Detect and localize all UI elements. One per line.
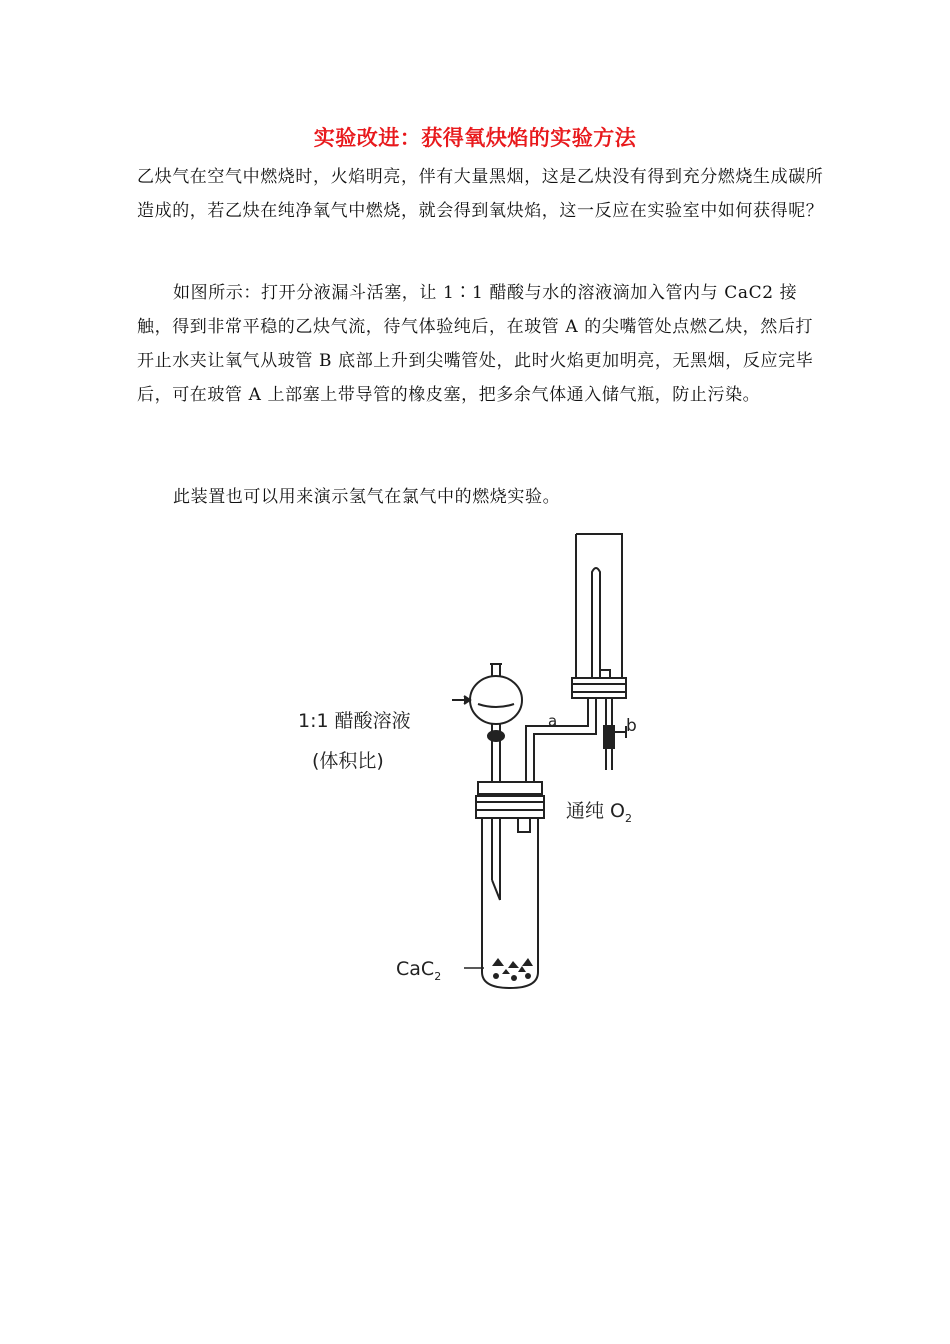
volume-ratio-label: (体积比) [312, 750, 384, 772]
oxygen-inlet-label: 通纯 $O_2$ [566, 800, 632, 825]
calcium-carbide-label: CaC$_2$ [396, 958, 442, 983]
bent-tube-a-inner [534, 718, 596, 782]
calcium-carbide-pieces [492, 958, 533, 981]
separatory-funnel [470, 676, 522, 724]
acid-solution-label: 1:1 醋酸溶液 [298, 710, 411, 732]
jet-tube [592, 568, 600, 692]
tube-b-label: b [626, 716, 637, 736]
pinch-clamp [604, 726, 614, 748]
stopper-main [476, 796, 544, 818]
stopcock [488, 731, 504, 741]
paragraph-intro: 乙炔气在空气中燃烧时，火焰明亮，伴有大量黑烟，这是乙炔没有得到充分燃烧生成碳所造成的，若乙炔在纯净氧气中燃烧，就会得到氧炔焰，这一反应在实验室中如何获得呢？ [137, 167, 824, 221]
stopper-small [478, 782, 542, 794]
paragraph-procedure: 如图所示：打开分液漏斗活塞，让 1∶1 醋酸与水的溶液滴加入管内与 CaC2 接触，得到非常平稳的乙炔气流，待气体验纯后，在玻管 A 的尖嘴管处点燃乙炔，然后打开止水夹让氧气从玻管 B 底部上升到尖嘴管处，此时火焰更加明亮，无黑烟，反应完毕后，可在玻管 A 上部塞上带导管的橡皮塞，把多余气体通入储气瓶，防止污染。 [137, 283, 814, 405]
stopper-b [572, 678, 626, 698]
paragraph-note: 此装置也可以用来演示氢气在氯气中的燃烧实验。 [173, 487, 561, 507]
tube-a-label: a [548, 712, 558, 730]
document-title: 实验改进：获得氧炔焰的实验方法 [313, 126, 637, 150]
apparatus-figure [270, 520, 670, 1010]
